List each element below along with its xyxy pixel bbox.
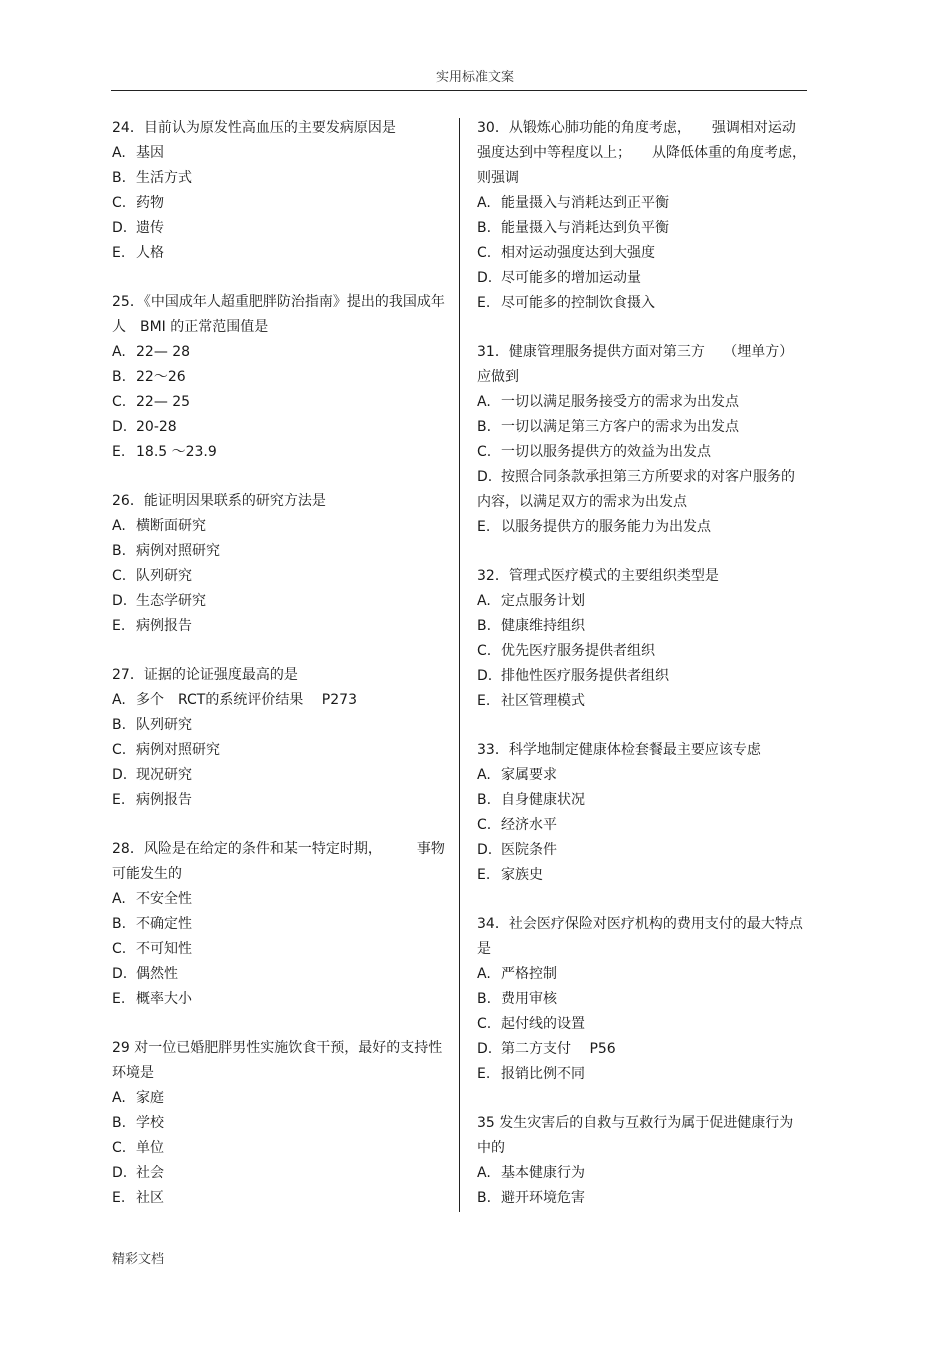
option-letter: A.: [477, 767, 491, 783]
option-text: 一切以满足第三方客户的需求为出发点: [501, 419, 739, 435]
option-text: 严格控制: [501, 966, 557, 982]
option-text: 病例对照研究: [136, 742, 220, 758]
question-item: [477, 340, 807, 540]
option-letter: A.: [112, 1090, 126, 1106]
header-divider: [111, 90, 807, 91]
option-text: 队列研究: [136, 568, 192, 584]
option-letter: C.: [112, 394, 127, 410]
option-letter: C.: [112, 941, 127, 957]
option-letter: C.: [477, 1016, 492, 1032]
answer-option: [112, 340, 447, 365]
answer-option: [477, 241, 807, 266]
option-letter: A.: [477, 1165, 491, 1181]
option-text: 家属要求: [501, 767, 557, 783]
option-letter: E.: [112, 792, 126, 808]
option-text: 不确定性: [136, 916, 192, 932]
answer-option: [477, 291, 807, 316]
answer-option: [477, 664, 807, 689]
option-text: 费用审核: [501, 991, 557, 1007]
option-letter: B.: [112, 717, 127, 733]
option-text: 横断面研究: [136, 518, 206, 534]
answer-option: [477, 191, 807, 216]
option-text: 能量摄入与消耗达到负平衡: [501, 220, 669, 236]
option-text: 基因: [136, 145, 164, 161]
option-text: 相对运动强度达到大强度: [501, 245, 655, 261]
option-letter: C.: [112, 568, 127, 584]
option-letter: B.: [112, 170, 127, 186]
answer-option: [112, 1161, 447, 1186]
option-letter: A.: [477, 966, 491, 982]
option-letter: E.: [477, 295, 491, 311]
option-text: 人格: [136, 245, 164, 261]
question-item: [112, 290, 447, 465]
answer-option: [477, 390, 807, 415]
answer-option: [112, 912, 447, 937]
left-column: [112, 116, 447, 1235]
option-letter: A.: [477, 394, 491, 410]
answer-option: [112, 788, 447, 813]
answer-option: [112, 738, 447, 763]
answer-option: [477, 1062, 807, 1087]
option-letter: A.: [112, 692, 126, 708]
question-text: 28．风险是在给定的条件和某一特定时期， 事物可能发生的: [112, 841, 445, 882]
option-text: 尽可能多的增加运动量: [501, 270, 641, 286]
answer-option: [477, 515, 807, 540]
answer-option: [477, 763, 807, 788]
page-footer: 精彩文档: [112, 1252, 165, 1267]
question-item: [112, 837, 447, 1012]
option-letter: C.: [477, 444, 492, 460]
option-letter: E.: [112, 245, 126, 261]
option-letter: C.: [112, 195, 127, 211]
question-text: 34．社会医疗保险对医疗机构的费用支付的最大特点是: [477, 916, 803, 957]
answer-option: [112, 887, 447, 912]
answer-option: [112, 937, 447, 962]
option-letter: E.: [112, 1190, 126, 1206]
column-divider: [459, 118, 460, 1212]
answer-option: [477, 838, 807, 863]
answer-option: [477, 788, 807, 813]
answer-option: [477, 1012, 807, 1037]
option-text: 避开环境危害: [501, 1190, 585, 1206]
option-letter: B.: [112, 916, 127, 932]
question-item: [112, 116, 447, 266]
answer-option: [477, 465, 807, 515]
answer-option: [112, 564, 447, 589]
question-item: [477, 738, 807, 888]
question-text: 29 对一位已婚肥胖男性实施饮食干预，最好的支持性环境是: [112, 1040, 443, 1081]
answer-option: [477, 813, 807, 838]
option-text: 一切以满足服务接受方的需求为出发点: [501, 394, 739, 410]
option-text: 多个 RCT的系统评价结果 P273: [136, 692, 357, 708]
option-text: 22— 25: [136, 394, 191, 410]
answer-option: [477, 216, 807, 241]
option-text: 药物: [136, 195, 164, 211]
answer-option: [112, 1086, 447, 1111]
option-text: 优先医疗服务提供者组织: [501, 643, 655, 659]
option-letter: A.: [112, 145, 126, 161]
option-text: 医院条件: [501, 842, 557, 858]
option-letter: D.: [477, 842, 493, 858]
option-text: 报销比例不同: [501, 1066, 585, 1082]
option-letter: D.: [112, 767, 128, 783]
option-letter: A.: [477, 593, 491, 609]
option-letter: D.: [112, 966, 128, 982]
option-letter: E.: [112, 991, 126, 1007]
option-letter: D.: [112, 593, 128, 609]
answer-option: [477, 1161, 807, 1186]
question-text: 35 发生灾害后的自救与互救行为属于促进健康行为中的: [477, 1115, 794, 1156]
answer-option: [112, 514, 447, 539]
option-text: 病例对照研究: [136, 543, 220, 559]
answer-option: [112, 589, 447, 614]
option-text: 概率大小: [136, 991, 192, 1007]
answer-option: [112, 390, 447, 415]
answer-option: [112, 166, 447, 191]
answer-option: [477, 689, 807, 714]
option-text: 18.5 ～23.9: [136, 444, 217, 460]
answer-option: [477, 1186, 807, 1211]
option-text: 社会: [136, 1165, 164, 1181]
question-item: [112, 1036, 447, 1211]
option-text: 第二方支付 P56: [501, 1041, 616, 1057]
option-text: 按照合同条款承担第三方所要求的对客户服务的内容，以满足双方的需求为出发点: [477, 469, 795, 510]
question-text: 26．能证明因果联系的研究方法是: [112, 493, 326, 509]
answer-option: [112, 763, 447, 788]
option-letter: B.: [477, 991, 492, 1007]
option-text: 20-28: [136, 419, 177, 435]
answer-option: [112, 539, 447, 564]
answer-option: [112, 614, 447, 639]
option-letter: B.: [477, 618, 492, 634]
option-letter: D.: [477, 270, 493, 286]
question-item: [477, 116, 807, 316]
option-text: 自身健康状况: [501, 792, 585, 808]
question-text: 31．健康管理服务提供方面对第三方 （埋单方）应做到: [477, 344, 794, 385]
option-letter: B.: [112, 1115, 127, 1131]
answer-option: [112, 1111, 447, 1136]
question-text: 24．目前认为原发性高血压的主要发病原因是: [112, 120, 396, 136]
answer-option: [112, 241, 447, 266]
right-column: [477, 116, 807, 1235]
option-letter: D.: [112, 1165, 128, 1181]
option-text: 现况研究: [136, 767, 192, 783]
option-letter: C.: [112, 1140, 127, 1156]
option-text: 家庭: [136, 1090, 164, 1106]
option-letter: E.: [477, 867, 491, 883]
option-letter: A.: [112, 891, 126, 907]
question-item: [112, 489, 447, 639]
option-text: 偶然性: [136, 966, 178, 982]
answer-option: [112, 1136, 447, 1161]
option-text: 单位: [136, 1140, 164, 1156]
answer-option: [112, 1186, 447, 1211]
answer-option: [112, 440, 447, 465]
option-text: 22— 28: [136, 344, 191, 360]
option-letter: B.: [477, 419, 492, 435]
answer-option: [112, 962, 447, 987]
option-letter: C.: [477, 643, 492, 659]
option-letter: A.: [112, 344, 126, 360]
option-letter: D.: [112, 220, 128, 236]
option-letter: D.: [477, 469, 493, 485]
option-text: 学校: [136, 1115, 164, 1131]
answer-option: [477, 987, 807, 1012]
option-letter: B.: [112, 369, 127, 385]
option-letter: C.: [477, 817, 492, 833]
option-letter: E.: [477, 1066, 491, 1082]
answer-option: [477, 962, 807, 987]
page-header: 实用标准文案: [435, 70, 514, 85]
option-text: 一切以服务提供方的效益为出发点: [501, 444, 711, 460]
option-text: 队列研究: [136, 717, 192, 733]
answer-option: [112, 688, 447, 713]
option-text: 22～26: [136, 369, 186, 385]
answer-option: [477, 1037, 807, 1062]
option-text: 病例报告: [136, 792, 192, 808]
answer-option: [112, 415, 447, 440]
option-letter: C.: [477, 245, 492, 261]
option-letter: C.: [112, 742, 127, 758]
option-text: 起付线的设置: [501, 1016, 585, 1032]
option-text: 社区: [136, 1190, 164, 1206]
answer-option: [477, 863, 807, 888]
answer-option: [112, 713, 447, 738]
answer-option: [112, 141, 447, 166]
option-letter: B.: [112, 543, 127, 559]
question-text: 27．证据的论证强度最高的是: [112, 667, 298, 683]
question-item: [477, 1111, 807, 1211]
answer-option: [477, 440, 807, 465]
option-text: 能量摄入与消耗达到正平衡: [501, 195, 669, 211]
option-letter: D.: [477, 1041, 493, 1057]
option-letter: E.: [477, 693, 491, 709]
option-letter: B.: [477, 220, 492, 236]
option-text: 不可知性: [136, 941, 192, 957]
option-text: 定点服务计划: [501, 593, 585, 609]
option-text: 遗传: [136, 220, 164, 236]
question-item: [477, 912, 807, 1087]
answer-option: [112, 216, 447, 241]
question-text: 25．《中国成年人超重肥胖防治指南》提出的我国成年人 BMI 的正常范围值是: [112, 294, 445, 335]
option-letter: E.: [112, 618, 126, 634]
question-text: 33．科学地制定健康体检套餐最主要应该专虑: [477, 742, 761, 758]
option-text: 不安全性: [136, 891, 192, 907]
question-item: [112, 663, 447, 813]
option-text: 健康维持组织: [501, 618, 585, 634]
option-text: 生活方式: [136, 170, 192, 186]
option-text: 排他性医疗服务提供者组织: [501, 668, 669, 684]
option-text: 以服务提供方的服务能力为出发点: [501, 519, 711, 535]
option-text: 家族史: [501, 867, 543, 883]
option-letter: E.: [112, 444, 126, 460]
option-letter: D.: [477, 668, 493, 684]
option-letter: E.: [477, 519, 491, 535]
answer-option: [477, 415, 807, 440]
answer-option: [477, 639, 807, 664]
option-letter: B.: [477, 1190, 492, 1206]
option-text: 经济水平: [501, 817, 557, 833]
option-text: 社区管理模式: [501, 693, 585, 709]
answer-option: [477, 614, 807, 639]
option-text: 病例报告: [136, 618, 192, 634]
option-text: 基本健康行为: [501, 1165, 585, 1181]
option-letter: A.: [112, 518, 126, 534]
question-item: [477, 564, 807, 714]
answer-option: [112, 191, 447, 216]
answer-option: [112, 365, 447, 390]
question-text: 32．管理式医疗模式的主要组织类型是: [477, 568, 719, 584]
option-text: 生态学研究: [136, 593, 206, 609]
option-letter: A.: [477, 195, 491, 211]
option-letter: B.: [477, 792, 492, 808]
option-text: 尽可能多的控制饮食摄入: [501, 295, 655, 311]
answer-option: [477, 266, 807, 291]
option-letter: D.: [112, 419, 128, 435]
answer-option: [112, 987, 447, 1012]
answer-option: [477, 589, 807, 614]
question-text: 30．从锻炼心肺功能的角度考虑， 强调相对运动强度达到中等程度以上； 从降低体重的角度考虑，则强调: [477, 120, 806, 186]
